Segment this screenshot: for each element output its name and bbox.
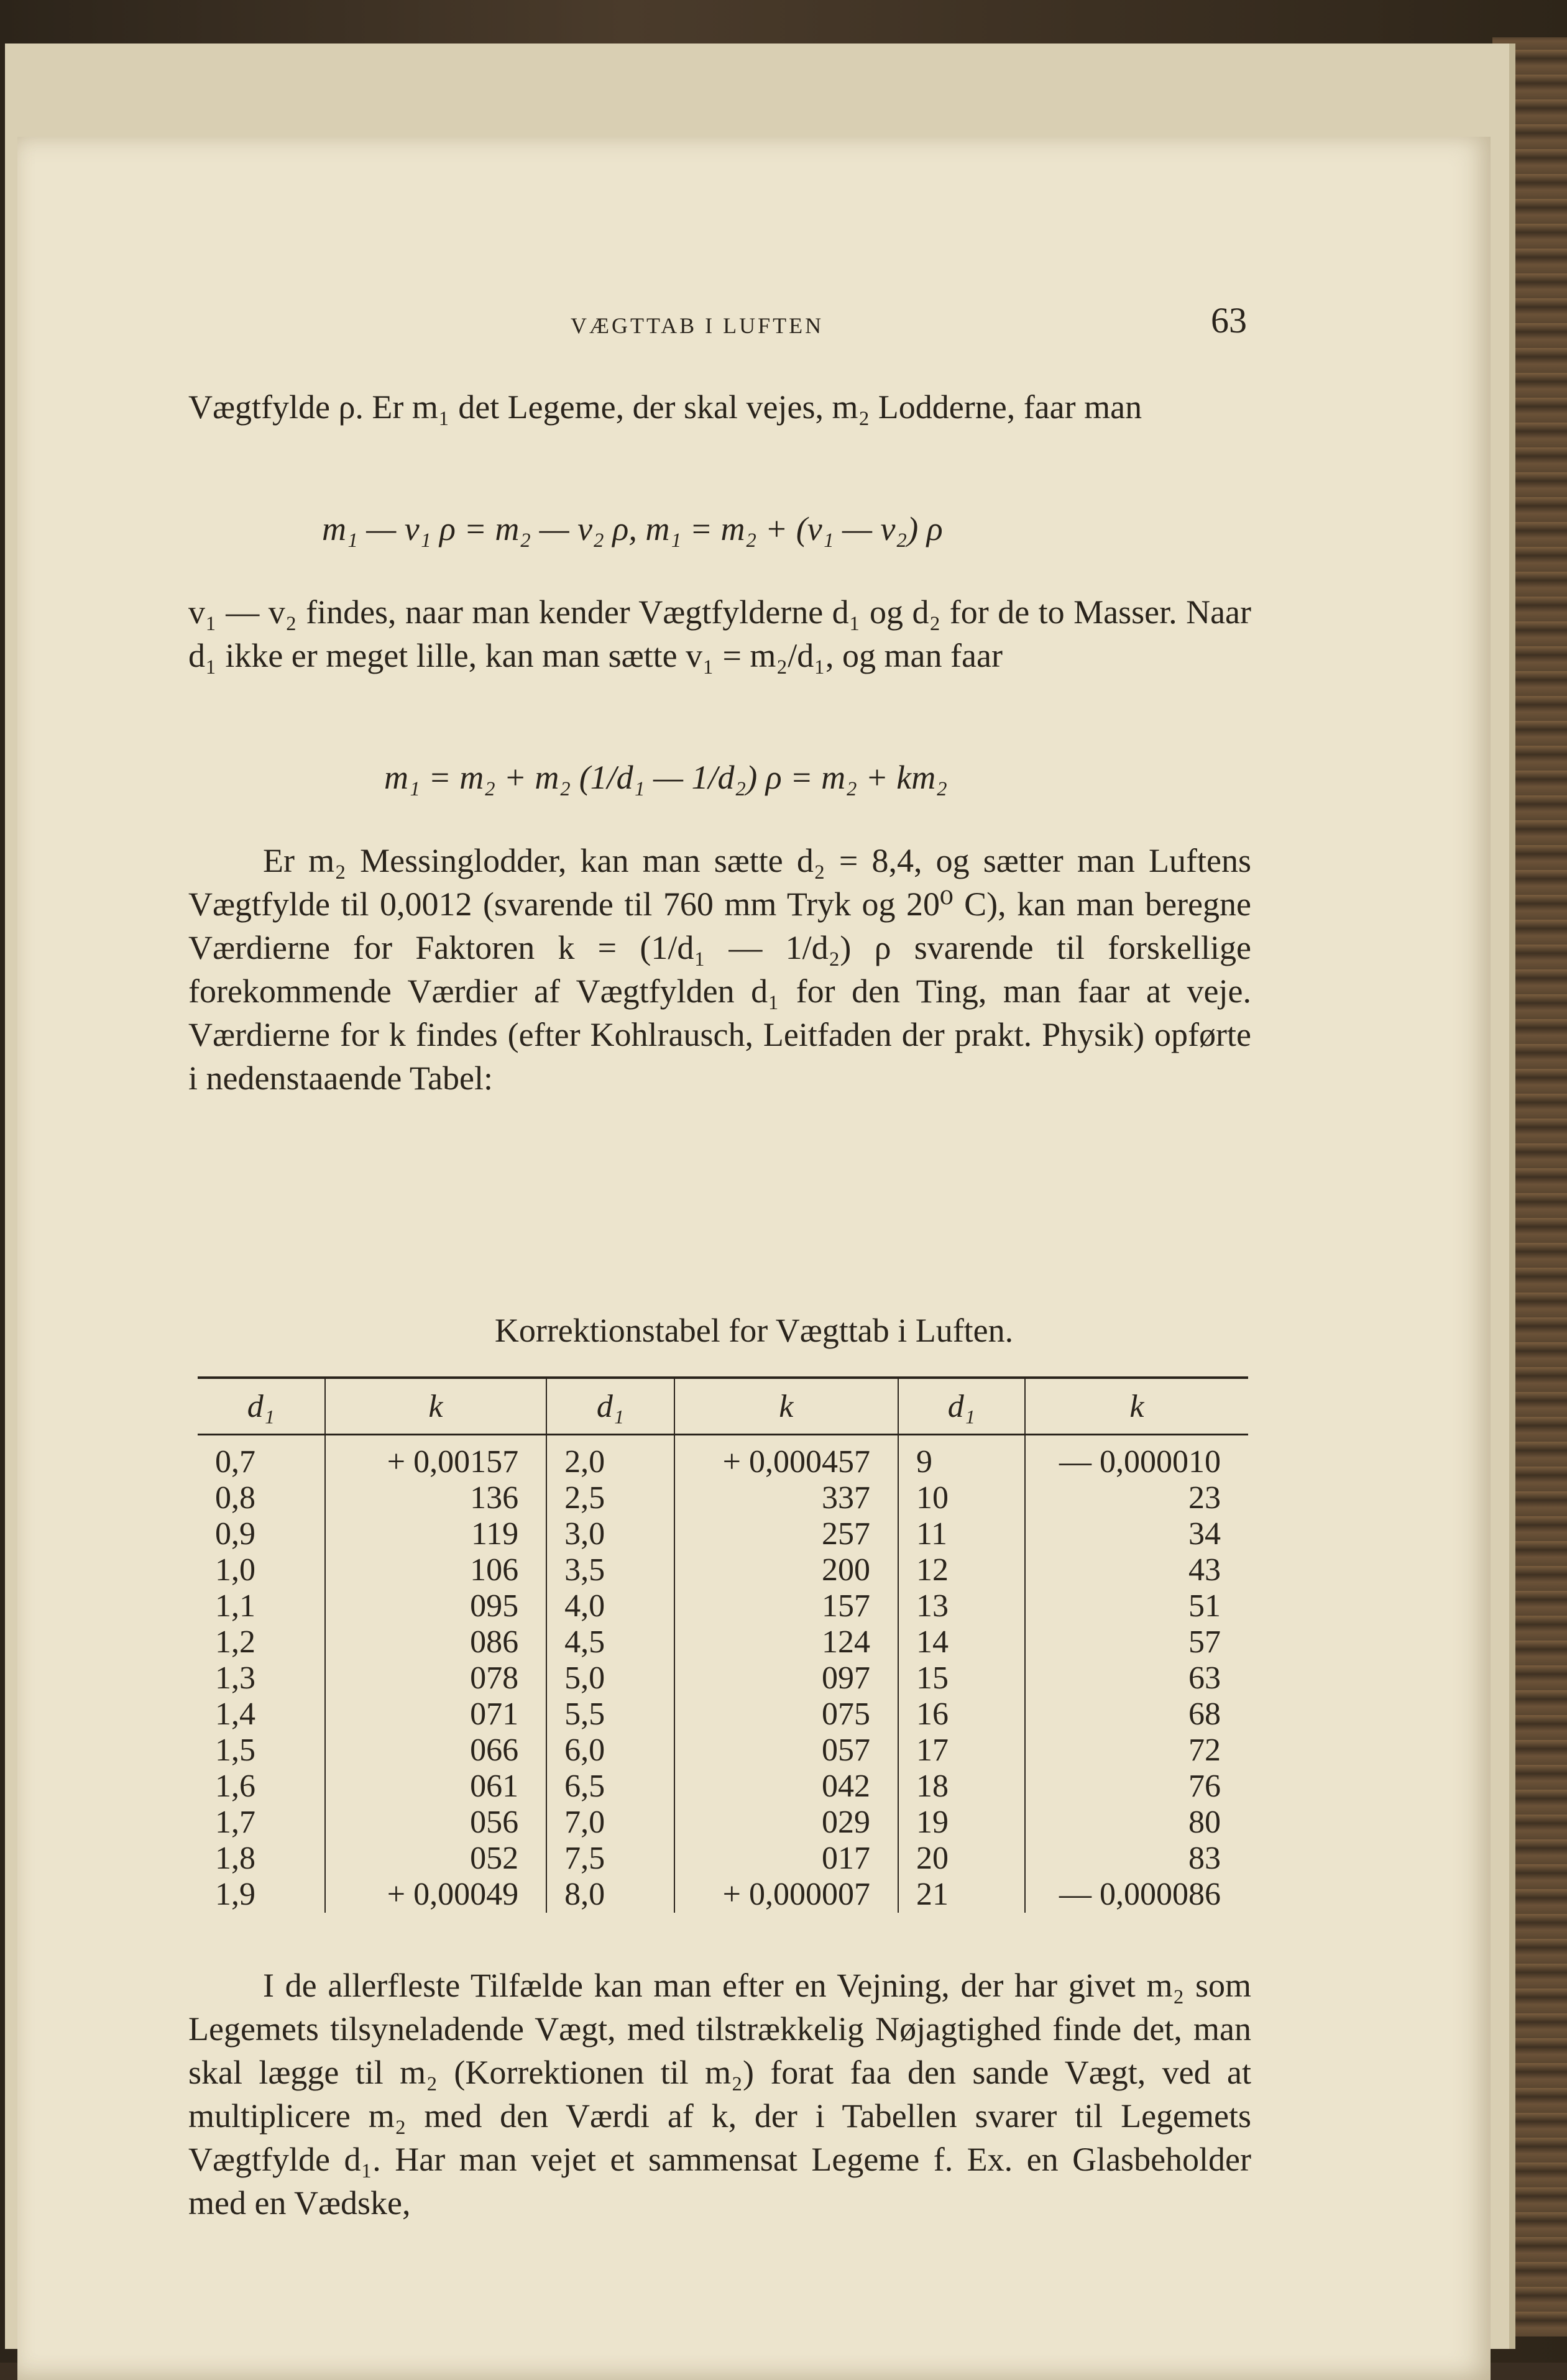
cell-d1: 13 [898, 1588, 1025, 1624]
paragraph-2-block [188, 590, 1251, 677]
paragraph-2: v₁ — v₂ findes, naar man kender Vægtfylderne d₁ og d₂ for de to Masser. Naar d₁ ikke er meget lille, kan man sætte v₁ = m₂/d₁, og man faar [188, 593, 1251, 674]
cell-d1: 1,1 [215, 1588, 255, 1624]
cell-k: 63 [1025, 1660, 1248, 1696]
book-page [17, 137, 1491, 2380]
cell-k: 257 [674, 1516, 898, 1552]
paragraph-1-block [188, 385, 1251, 429]
paragraph-1: Vægtfylde ρ. Er m₁ det Legeme, der skal vejes, m₂ Lodderne, faar man [188, 388, 1142, 426]
table-row [198, 1516, 1248, 1552]
header-d1-c: d₁ [898, 1378, 1025, 1435]
cell-d1: 3,0 [546, 1516, 674, 1552]
table-row [198, 1841, 1248, 1877]
table-row [198, 1805, 1248, 1841]
cell-k: 017 [674, 1841, 898, 1877]
cell-d1: 18 [898, 1769, 1025, 1805]
table-row [198, 1480, 1248, 1516]
cell-d1: 1,2 [215, 1624, 255, 1660]
cell-d1: 8,0 [546, 1877, 674, 1913]
equation-1: m₁ — v₁ ρ = m₂ — v₂ ρ, m₁ = m₂ + (v₁ — v₂) ρ [322, 510, 943, 547]
cell-k: 80 [1025, 1805, 1248, 1841]
cell-d1: 1,7 [215, 1805, 255, 1840]
cell-k: 066 [325, 1732, 547, 1769]
table-row [198, 1435, 1248, 1481]
cell-d1: 19 [898, 1805, 1025, 1841]
cell-k: 57 [1025, 1624, 1248, 1660]
cell-k: 071 [325, 1696, 547, 1732]
cell-d1: 6,5 [546, 1769, 674, 1805]
table-body [198, 1435, 1248, 1913]
cell-d1: 1,9 [215, 1877, 255, 1912]
header-k-a: k [325, 1378, 547, 1435]
cell-d1: 21 [898, 1877, 1025, 1913]
cell-d1: 1,6 [215, 1769, 255, 1804]
paragraph-4-block [188, 1964, 1251, 2225]
cell-d1: 2,5 [546, 1480, 674, 1516]
cell-d1: 16 [898, 1696, 1025, 1732]
cell-k: + 0,000457 [674, 1435, 898, 1481]
cell-k: 042 [674, 1769, 898, 1805]
table-row [198, 1696, 1248, 1732]
cell-d1: 1,8 [215, 1841, 255, 1876]
cell-k: 83 [1025, 1841, 1248, 1877]
cell-d1: 12 [898, 1552, 1025, 1588]
paragraph-3-block [188, 839, 1251, 1100]
cell-k: 057 [674, 1732, 898, 1769]
cell-k: 51 [1025, 1588, 1248, 1624]
table-row [198, 1769, 1248, 1805]
cell-k: + 0,00049 [325, 1877, 547, 1913]
cell-k: + 0,00157 [325, 1435, 547, 1481]
cell-k: 056 [325, 1805, 547, 1841]
cell-d1: 0,7 [215, 1444, 255, 1480]
table-row [198, 1552, 1248, 1588]
cell-k: 061 [325, 1769, 547, 1805]
running-head: VÆGTTAB I LUFTEN [571, 313, 824, 338]
cell-k: 078 [325, 1660, 547, 1696]
table-row [198, 1660, 1248, 1696]
cell-d1: 1,3 [215, 1660, 255, 1696]
cell-k: 34 [1025, 1516, 1248, 1552]
table-row [198, 1588, 1248, 1624]
cell-k: 097 [674, 1660, 898, 1696]
page-stack [5, 43, 1515, 2349]
cell-d1: 17 [898, 1732, 1025, 1769]
cell-d1: 1,4 [215, 1696, 255, 1732]
cell-d1: 2,0 [546, 1435, 674, 1481]
table-header-row [198, 1378, 1248, 1435]
table-row [198, 1877, 1248, 1913]
cell-k: 095 [325, 1588, 547, 1624]
cell-d1: 1,5 [215, 1732, 255, 1768]
cell-k: 76 [1025, 1769, 1248, 1805]
cell-d1: 1,0 [215, 1552, 255, 1588]
cell-k: 200 [674, 1552, 898, 1588]
cell-d1: 11 [898, 1516, 1025, 1552]
cell-d1: 10 [898, 1480, 1025, 1516]
header-d1-b: d₁ [546, 1378, 674, 1435]
cell-k: 086 [325, 1624, 547, 1660]
cell-k: 136 [325, 1480, 547, 1516]
paragraph-3: Er m₂ Messinglodder, kan man sætte d₂ = 8,4, og sætter man Luftens Vægtfylde til 0,0012 (svarende til 760 mm Tryk og 20⁰ C), kan man beregne Værdierne for Faktoren k = (1/d₁ — 1/d₂) ρ svarende til forskellige forekommende Værdier af Vægtfylden d₁ for den Ting, man faar at veje. Værdierne for k findes (efter Kohlrausch, Leitfaden der prakt. Physik) opførte i nedenstaaende Tabel: [188, 842, 1251, 1097]
cell-d1: 5,0 [546, 1660, 674, 1696]
cell-d1: 7,5 [546, 1841, 674, 1877]
cell-k: — 0,000086 [1025, 1877, 1248, 1913]
cell-k: 157 [674, 1588, 898, 1624]
equation-2: m₁ = m₂ + m₂ (1/d₁ — 1/d₂) ρ = m₂ + km₂ [384, 759, 948, 796]
cell-d1: 4,0 [546, 1588, 674, 1624]
cell-k: 052 [325, 1841, 547, 1877]
header-k-b: k [674, 1378, 898, 1435]
cell-k: 106 [325, 1552, 547, 1588]
cell-k: 075 [674, 1696, 898, 1732]
cell-d1: 14 [898, 1624, 1025, 1660]
cell-k: 337 [674, 1480, 898, 1516]
cell-k: 68 [1025, 1696, 1248, 1732]
table-title: Korrektionstabel for Vægttab i Luften. [494, 1312, 1014, 1349]
cell-k: + 0,000007 [674, 1877, 898, 1913]
table-row [198, 1624, 1248, 1660]
cell-k: — 0,000010 [1025, 1435, 1248, 1481]
header-d1-a: d₁ [198, 1378, 325, 1435]
table-row [198, 1732, 1248, 1769]
page-number: 63 [1211, 300, 1247, 341]
cell-d1: 5,5 [546, 1696, 674, 1732]
cell-d1: 3,5 [546, 1552, 674, 1588]
cell-d1: 4,5 [546, 1624, 674, 1660]
cell-d1: 0,8 [215, 1480, 255, 1516]
cell-k: 124 [674, 1624, 898, 1660]
cell-d1: 15 [898, 1660, 1025, 1696]
header-k-c: k [1025, 1378, 1248, 1435]
cell-d1: 6,0 [546, 1732, 674, 1769]
cell-k: 23 [1025, 1480, 1248, 1516]
cell-d1: 9 [898, 1435, 1025, 1481]
cell-d1: 0,9 [215, 1516, 255, 1552]
cell-d1: 7,0 [546, 1805, 674, 1841]
cell-d1: 20 [898, 1841, 1025, 1877]
cell-k: 43 [1025, 1552, 1248, 1588]
cell-k: 72 [1025, 1732, 1248, 1769]
paragraph-4: I de allerfleste Tilfælde kan man efter en Vejning, der har givet m₂ som Legemets tilsyneladende Vægt, med tilstrækkelig Nøjagtighed finde det, man skal lægge til m₂ (Korrektionen til m₂) forat faa den sande Vægt, ved at multiplicere m₂ med den Værdi af k, der i Tabellen svarer til Legemets Vægtfylde d₁. Har man vejet et sammensat Legeme f. Ex. en Glasbeholder med en Vædske, [188, 1967, 1251, 2222]
cell-k: 029 [674, 1805, 898, 1841]
correction-table [198, 1376, 1248, 1913]
cell-k: 119 [325, 1516, 547, 1552]
